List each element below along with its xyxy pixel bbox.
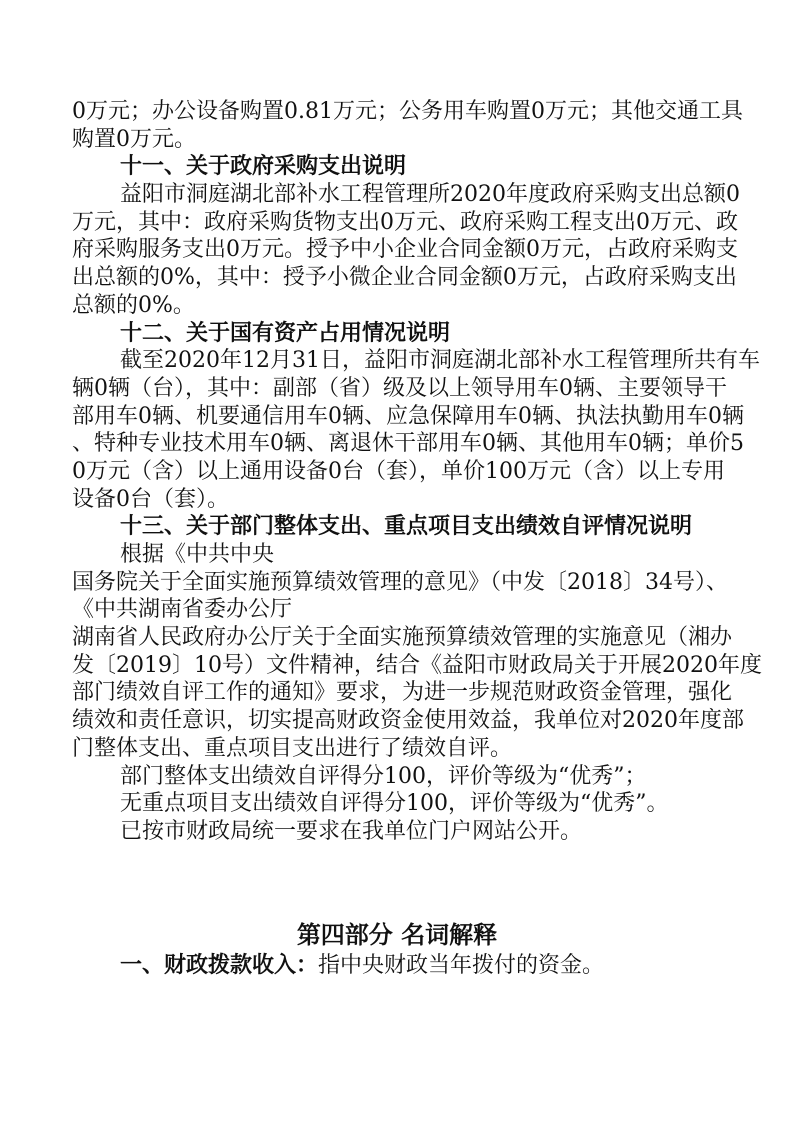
text-line: 总额的0%。 [72, 292, 195, 318]
text-line: 截至2020年12月31日，益阳市洞庭湖北部补水工程管理所共有车 [120, 348, 760, 374]
section-heading-11: 十一、关于政府采购支出说明 [120, 153, 407, 180]
text-line: 《中共湖南省委办公厅 [72, 597, 293, 623]
text-line: 绩效和责任意识，切实提高财政资金使用效益，我单位对2020年度部 [72, 708, 744, 734]
text-line: 已按市财政局统一要求在我单位门户网站公开。 [120, 818, 583, 844]
text-line: 部门整体支出绩效自评得分100，评价等级为“优秀”； [120, 763, 647, 789]
definition-term: 一、财政拨款收入： [120, 951, 319, 978]
text-line: 部用车0辆、机要通信用车0辆、应急保障用车0辆、执法执勤用车0辆 [72, 403, 744, 429]
section-heading-12: 十二、关于国有资产占用情况说明 [120, 319, 451, 346]
text-line: 无重点项目支出绩效自评得分100，评价等级为“优秀”。 [120, 791, 669, 817]
text-line: 购置0万元。 [72, 126, 196, 152]
section-heading-13: 十三、关于部门整体支出、重点项目支出绩效自评情况说明 [120, 513, 693, 540]
text-line: 0万元；办公设备购置0.81万元；公务用车购置0万元；其他交通工具 [72, 99, 743, 124]
text-line: 府采购服务支出0万元。授予中小企业合同金额0万元，占政府采购支 [72, 237, 738, 263]
text-line: 辆0辆（台），其中：副部（省）级及以上领导用车0辆、主要领导干 [72, 375, 727, 401]
text-line: 部门绩效自评工作的通知》要求，为进一步规范财政资金管理，强化 [72, 680, 733, 706]
text-line: 万元，其中：政府采购货物支出0万元、政府采购工程支出0万元、政 [72, 209, 738, 235]
spacer [72, 846, 722, 918]
document-page [72, 98, 762, 979]
text-line: 设备0台（套）。 [72, 486, 229, 512]
text-line: 0万元（含）以上通用设备0台（套），单价100万元（含）以上专用 [72, 458, 725, 484]
part-title: 第四部分 名词解释 [296, 919, 498, 949]
text-line: 根据《中共中央 [120, 542, 275, 567]
text-line: 湖南省人民政府办公厅关于全面实施预算绩效管理的实施意见（湘办 [72, 625, 733, 651]
text-line: 益阳市洞庭湖北部补水工程管理所2020年度政府采购支出总额0 [120, 182, 740, 208]
definition-item [72, 952, 722, 980]
text-line: 门整体支出、重点项目支出进行了绩效自评。 [72, 735, 513, 761]
text-line: 、特种专业技术用车0辆、离退休干部用车0辆、其他用车0辆；单价5 [72, 431, 744, 457]
text-line: 发〔2019〕10号）文件精神，结合《益阳市财政局关于开展2020年度 [72, 652, 762, 678]
text-line: 出总额的0%，其中：授予小微企业合同金额0万元，占政府采购支出 [72, 265, 737, 291]
definition-text: 指中央财政当年拨付的资金。 [318, 952, 605, 978]
text-line: 国务院关于全面实施预算绩效管理的意见》（中发〔2018〕34号）、 [72, 569, 728, 595]
